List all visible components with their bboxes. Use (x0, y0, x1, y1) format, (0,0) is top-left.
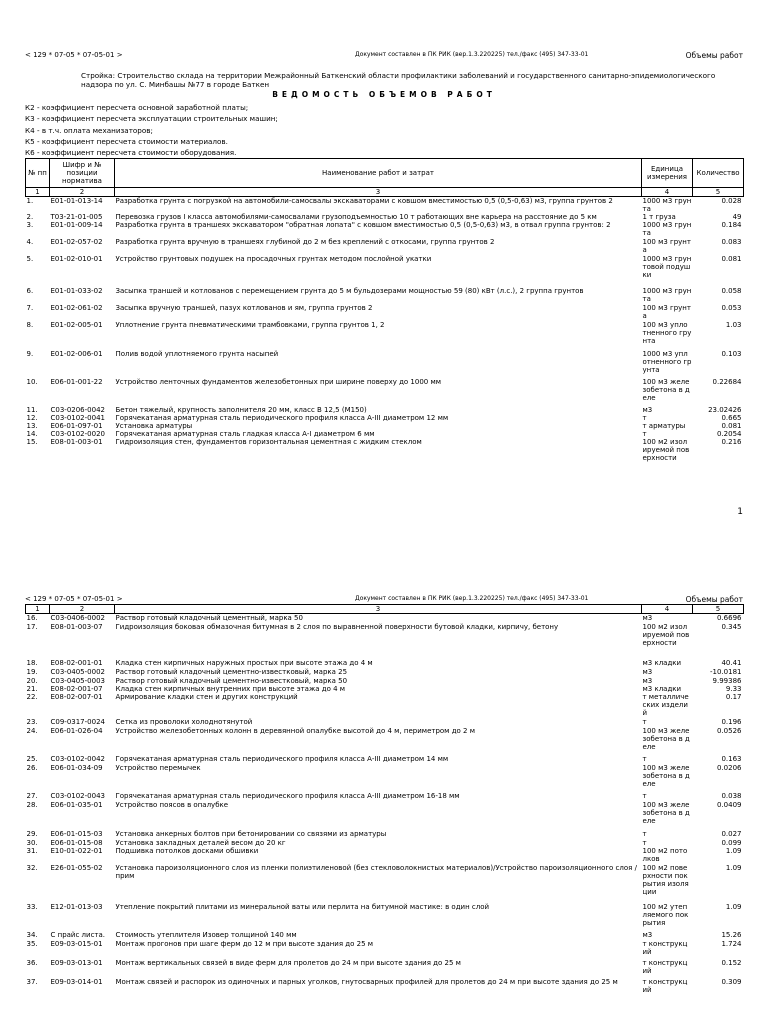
construction-site (81, 71, 721, 89)
row-code: Е06-01-015-03 (50, 829, 103, 838)
row-quantity: 0.028 (721, 197, 742, 206)
row-name: Гидроизоляция боковая обмазочная битумная в 2 слоя по выравненной поверхности бутовой кладки, кирпичу, бетону (115, 622, 559, 631)
row-code: Е09-03-013-01 (50, 958, 103, 967)
row-number: 4. (26, 238, 34, 247)
row-code: С03-0405-0002 (50, 667, 105, 676)
row-unit: 100 м2 потолков (642, 846, 688, 863)
row-name: Сетка из проволоки холоднотянутой (115, 717, 253, 726)
row-code: Е01-02-006-01 (50, 350, 103, 359)
row-number: 18. (26, 658, 38, 667)
row-quantity: 0.0206 (717, 763, 742, 772)
row-code: Е06-01-035-01 (50, 800, 103, 809)
table-row (26, 378, 744, 406)
row-name: Раствор готовый кладочный цементно-известковый, марка 50 (115, 676, 348, 685)
row-code: Е06-01-097-01 (50, 422, 103, 431)
row-quantity: 0.17 (725, 692, 742, 701)
col-number: 3 (115, 188, 642, 197)
row-quantity: 1.03 (725, 321, 742, 330)
row-unit: 1000 м3 грунта (642, 287, 692, 304)
row-number: 29. (26, 829, 38, 838)
row-quantity: 0.081 (721, 422, 742, 431)
works-table (25, 158, 744, 478)
row-name: Горячекатаная арматурная сталь периодического профиля класса А-III диаметром 14 мм (115, 754, 449, 763)
table-row (26, 727, 744, 755)
row-unit: 100 м3 грунта (642, 304, 691, 321)
row-unit: т конструкций (642, 977, 688, 994)
table-row (26, 693, 744, 718)
row-name: Разработка грунта в траншеях экскаватором "обратная лопата" с ковшом вместимостью 0,5 (0,5-0,63) м3, в отвал группа грунтов: 2 (115, 221, 611, 230)
row-code: Т03-21-01-005 (50, 213, 103, 222)
document-page-2 (25, 595, 743, 998)
row-number: 24. (26, 726, 38, 735)
row-code: С03-0206-0042 (50, 406, 105, 415)
coefficient-line: К6 - коэффициент пересчета стоимости оборудования. (25, 148, 237, 158)
col-number: 5 (693, 605, 744, 614)
row-code: Е26-01-055-02 (50, 863, 103, 872)
row-unit: 100 м2 утепляемого покрытия (642, 902, 689, 927)
row-number: 1. (26, 197, 34, 206)
row-number: 5. (26, 255, 34, 264)
table-body (26, 614, 744, 998)
row-quantity: 0.058 (721, 287, 742, 296)
row-quantity: 0.038 (721, 791, 742, 800)
row-number: 14. (26, 430, 38, 439)
row-name: Разработка грунта вручную в траншеях глубиной до 2 м без креплений с откосами, группа грунтов 2 (115, 238, 495, 247)
row-number: 23. (26, 717, 38, 726)
row-unit: 100 м3 железобетона в деле (642, 726, 690, 751)
row-number: 26. (26, 763, 38, 772)
row-unit: т (642, 754, 647, 763)
row-number: 36. (26, 958, 38, 967)
page-number: 1 (737, 507, 743, 517)
row-quantity: 0.099 (721, 838, 742, 847)
table-row (26, 839, 744, 847)
col-number: 1 (26, 188, 50, 197)
row-quantity: 0.184 (721, 221, 742, 230)
row-name: Армирование кладки стен и других конструкций (115, 692, 298, 701)
row-name: Кладка стен кирпичных наружных простых при высоте этажа до 4 м (115, 658, 373, 667)
table-row (26, 959, 744, 978)
row-quantity: 0.152 (721, 958, 742, 967)
col-header-unit: Единица измерения (642, 159, 693, 188)
page-header (25, 51, 743, 63)
col-header-name: Наименование работ и затрат (115, 159, 642, 188)
row-unit: 100 м3 грунта (642, 238, 691, 255)
row-unit: т (642, 430, 647, 439)
table-row (26, 321, 744, 350)
row-number: 22. (26, 692, 38, 701)
table-row (26, 213, 744, 221)
row-code: С03-0406-0002 (50, 614, 105, 622)
row-number: 9. (26, 350, 34, 359)
row-unit: 100 м3 уплотненного грунта (642, 321, 692, 346)
coefficients-list (25, 102, 743, 158)
row-unit: м3 (642, 676, 653, 685)
col-number: 4 (642, 605, 693, 614)
row-unit: 1000 м3 уплотненного грунта (642, 350, 692, 375)
row-code: С03-0405-0003 (50, 676, 105, 685)
row-unit: т (642, 838, 647, 847)
row-number: 32. (26, 863, 38, 872)
table-row (26, 940, 744, 959)
table-row (26, 847, 744, 864)
table-row (26, 430, 744, 438)
table-body (26, 197, 744, 479)
row-code: Е01-01-009-14 (50, 221, 103, 230)
header-software-info: Документ составлен в ПК РИК (вер.1.3.220225) тел./факс (495) 347-33-01 (355, 595, 589, 602)
row-number: 21. (26, 684, 38, 693)
row-unit: м3 (642, 930, 653, 939)
row-quantity: 1.09 (725, 902, 742, 911)
row-quantity: 23.02426 (708, 406, 742, 415)
row-name: Горячекатаная арматурная сталь гладкая класса А-I диаметром 6 мм (115, 430, 375, 439)
row-quantity: 0.345 (721, 622, 742, 631)
row-name: Монтаж прогонов при шаге ферм до 12 м при высоте здания до 25 м (115, 939, 374, 948)
table-row (26, 978, 744, 998)
row-unit: 1000 м3 грунта (642, 197, 692, 214)
row-number: 37. (26, 977, 38, 986)
coefficient-line: К5 - коэффициент пересчета стоимости материалов. (25, 136, 228, 146)
row-name: Перевозка грузов I класса автомобилями-самосвалами грузоподъемностью 10 т работающих вне карьера на расстояние до 5 км (115, 213, 597, 222)
row-name: Установка закладных деталей весом до 20 кг (115, 838, 286, 847)
row-code: С03-0102-0020 (50, 430, 105, 439)
row-code: Е08-01-003-07 (50, 622, 103, 631)
table-row (26, 755, 744, 764)
table-row (26, 304, 744, 321)
table-row (26, 238, 744, 255)
row-quantity: 1.724 (721, 939, 742, 948)
document-title: ВЕДОМОСТЬ ОБЪЕМОВ РАБОТ (272, 90, 496, 99)
row-quantity: 15.26 (721, 930, 742, 939)
document-page-1 (25, 51, 743, 517)
row-name: Горячекатаная арматурная сталь периодического профиля класса А-III диаметром 12 мм (115, 414, 449, 423)
row-number: 8. (26, 321, 34, 330)
row-name: Гидроизоляция стен, фундаментов горизонтальная цементная с жидким стеклом (115, 438, 422, 447)
coefficient-line: К3 - коэффициент пересчета эксплуатации строительных машин; (25, 114, 278, 124)
row-unit: 100 м3 железобетона в деле (642, 763, 690, 788)
row-number: 12. (26, 414, 38, 423)
row-code: Е01-02-061-02 (50, 304, 103, 313)
row-name: Устройство перемычек (115, 763, 201, 772)
header-doc-code: < 129 * 07-05 * 07-05-01 > (25, 595, 123, 603)
row-code: С03-0102-0042 (50, 754, 105, 763)
row-unit: 100 м3 железобетона в деле (642, 800, 690, 825)
row-code: Е08-02-007-01 (50, 692, 103, 701)
row-quantity: 0.053 (721, 304, 742, 313)
row-quantity: 0.103 (721, 350, 742, 359)
row-unit: 100 м2 изолируемой поверхности (642, 622, 690, 647)
page-header (25, 595, 743, 604)
row-code: Е08-01-003-01 (50, 438, 103, 447)
row-quantity: 0.665 (721, 414, 742, 423)
row-number: 25. (26, 754, 38, 763)
row-number: 3. (26, 221, 34, 230)
row-quantity: 0.196 (721, 717, 742, 726)
row-quantity: 0.2054 (717, 430, 742, 439)
row-code: С09-0317-0024 (50, 717, 105, 726)
row-number: 10. (26, 378, 38, 387)
row-code: Е10-01-022-01 (50, 846, 103, 855)
row-quantity: 1.09 (725, 863, 742, 872)
row-unit: м3 (642, 667, 653, 676)
row-unit: 1000 м3 грунта (642, 221, 692, 238)
row-name: Раствор готовый кладочный цементный, марка 50 (115, 614, 303, 622)
row-unit: 100 м2 изолируемой поверхности (642, 438, 690, 463)
row-number: 35. (26, 939, 38, 948)
row-number: 11. (26, 406, 38, 415)
works-table (25, 604, 744, 998)
row-quantity: 9.99386 (712, 676, 742, 685)
row-unit: 100 м3 железобетона в деле (642, 378, 690, 403)
row-name: Подшивка потолков досками обшивки (115, 846, 259, 855)
row-number: 13. (26, 422, 38, 431)
table-row (26, 350, 744, 378)
table-row (26, 255, 744, 287)
row-unit: м3 (642, 614, 653, 622)
row-unit: 100 м2 поверхности покрытия изоляции (642, 863, 689, 896)
header-doc-code: < 129 * 07-05 * 07-05-01 > (25, 51, 123, 59)
row-code: Е08-02-001-01 (50, 658, 103, 667)
row-name: Установка арматуры (115, 422, 193, 431)
row-name: Раствор готовый кладочный цементно-известковый, марка 25 (115, 667, 348, 676)
table-row (26, 677, 744, 685)
row-quantity: 0.0526 (717, 726, 742, 735)
site-label: Стройка: (81, 71, 116, 80)
col-number: 2 (50, 188, 115, 197)
table-row (26, 614, 744, 623)
col-number: 1 (26, 605, 50, 614)
row-number: 2. (26, 213, 34, 222)
row-name: Устройство железобетонных колонн в деревянной опалубке высотой до 4 м, периметром до 2 м (115, 726, 475, 735)
row-code: Е09-03-014-01 (50, 977, 103, 986)
table-row (26, 792, 744, 801)
row-unit: 1000 м3 грунтовой подушки (642, 255, 692, 280)
table-row (26, 931, 744, 940)
row-quantity: 0.6696 (717, 614, 742, 622)
row-quantity: 9.33 (725, 684, 742, 693)
table-row (26, 414, 744, 422)
row-name: Монтаж связей и распорок из одиночных и парных уголков, гнутосварных профилей для пролетов до 24 м при высоте здания до 25 м (115, 977, 618, 986)
row-code: Е06-01-001-22 (50, 378, 103, 387)
row-quantity: 1.09 (725, 846, 742, 855)
table-row (26, 287, 744, 304)
row-name: Установка пароизоляционного слоя из пленки полиэтиленовой (без стекловолокнистых материалов)/Устройство пароизоляционного слоя /прим (115, 863, 637, 880)
row-number: 31. (26, 846, 38, 855)
row-number: 34. (26, 930, 38, 939)
table-row (26, 864, 744, 903)
row-unit: м3 кладки (642, 658, 682, 667)
row-name: Засыпка вручную траншей, пазух котлованов и ям, группа грунтов 2 (115, 304, 373, 313)
row-name: Стоимость утеплителя Изовер толщиной 140 мм (115, 930, 297, 939)
table-row (26, 422, 744, 430)
row-number: 7. (26, 304, 34, 313)
table-row (26, 438, 744, 478)
row-code: С03-0102-0043 (50, 791, 105, 800)
row-name: Разработка грунта с погрузкой на автомобили-самосвалы экскаваторами с ковшом вместимостью 0,5 (0,5-0,63) м3, группа грунтов 2 (115, 197, 613, 206)
coefficient-line: К4 - в т.ч. оплата механизаторов; (25, 125, 153, 135)
table-row (26, 406, 744, 414)
row-code: Е01-01-013-14 (50, 197, 103, 206)
col-header-code: Шифр и № позиции норматива (50, 159, 115, 188)
row-code: Е01-02-005-01 (50, 321, 103, 330)
row-name: Засыпка траншей и котлованов с перемещением грунта до 5 м бульдозерами мощностью 59 (80) кВт (л.с.), 2 группа грунтов (115, 287, 584, 296)
row-name: Устройство поясов в опалубке (115, 800, 229, 809)
row-quantity: 0.22684 (712, 378, 742, 387)
row-quantity: 40.41 (721, 658, 742, 667)
row-number: 20. (26, 676, 38, 685)
row-quantity: 0.216 (721, 438, 742, 447)
row-code: Е01-01-033-02 (50, 287, 103, 296)
table-row (26, 197, 744, 214)
header-software-info: Документ составлен в ПК РИК (вер.1.3.220225) тел./факс (495) 347-33-01 (355, 51, 589, 58)
header-doc-type: Объемы работ (685, 595, 743, 604)
table-row (26, 623, 744, 659)
col-number: 3 (115, 605, 642, 614)
col-header-quantity: Количество (693, 159, 744, 188)
row-unit: 1 т груза (642, 213, 676, 222)
row-name: Устройство грунтовых подушек на просадочных грунтах методом послойной укатки (115, 255, 432, 264)
row-quantity: 0.081 (721, 255, 742, 264)
table-row (26, 903, 744, 931)
table-row (26, 764, 744, 792)
coefficient-line: К2 - коэффициент пересчета основной заработной платы; (25, 103, 249, 112)
row-number: 16. (26, 614, 38, 622)
row-quantity: 0.309 (721, 977, 742, 986)
header-doc-type: Объемы работ (685, 51, 743, 60)
row-code: Е08-02-001-07 (50, 684, 103, 693)
row-code: Е06-01-034-09 (50, 763, 103, 772)
table-row (26, 685, 744, 693)
row-name: Кладка стен кирпичных внутренних при высоте этажа до 4 м (115, 684, 346, 693)
col-number: 5 (693, 188, 744, 197)
row-unit: т конструкций (642, 958, 688, 975)
row-unit: т арматуры (642, 422, 686, 431)
col-header-number: № пп (26, 159, 50, 188)
row-unit: т (642, 829, 647, 838)
row-number: 15. (26, 438, 38, 447)
row-quantity: 0.027 (721, 829, 742, 838)
col-number: 2 (50, 605, 115, 614)
row-quantity: 0.0409 (717, 800, 742, 809)
table-row (26, 221, 744, 238)
row-name: Бетон тяжелый, крупность заполнителя 20 мм, класс В 12,5 (М150) (115, 406, 367, 415)
row-code: Е01-02-010-01 (50, 255, 103, 264)
row-number: 17. (26, 622, 38, 631)
table-row (26, 718, 744, 727)
row-number: 28. (26, 800, 38, 809)
col-number: 4 (642, 188, 693, 197)
row-name: Уплотнение грунта пневматическими трамбовками, группа грунтов 1, 2 (115, 321, 385, 330)
table-row (26, 801, 744, 830)
row-name: Горячекатаная арматурная сталь периодического профиля класса А-III диаметром 16-18 мм (115, 791, 460, 800)
row-number: 33. (26, 902, 38, 911)
table-row (26, 830, 744, 839)
row-number: 30. (26, 838, 38, 847)
row-unit: т (642, 717, 647, 726)
row-name: Утепление покрытий плитами из минеральной ваты или перлита на битумной мастике: в один слой (115, 902, 490, 911)
row-number: 19. (26, 667, 38, 676)
row-unit: т конструкций (642, 939, 688, 956)
row-code: С03-0102-0041 (50, 414, 105, 423)
row-quantity: -10.0181 (710, 667, 742, 676)
row-code: Е01-02-057-02 (50, 238, 103, 247)
row-code: Е06-01-015-08 (50, 838, 103, 847)
row-unit: м3 (642, 406, 653, 415)
row-code: Е06-01-026-04 (50, 726, 103, 735)
table-row (26, 659, 744, 668)
table-row (26, 668, 744, 677)
row-unit: т металлических изделий (642, 692, 689, 717)
row-code: Е09-03-015-01 (50, 939, 103, 948)
row-code: Е12-01-013-03 (50, 902, 103, 911)
row-number: 6. (26, 287, 34, 296)
row-code: С прайс листа. (50, 930, 106, 939)
row-unit: т (642, 791, 647, 800)
row-quantity: 49 (732, 213, 742, 222)
row-name: Устройство ленточных фундаментов железобетонных при ширине поверху до 1000 мм (115, 378, 442, 387)
site-text: Строительство склада на территории Межрайонный Баткенский области профилактики заболеваний и государственного санитарно-эпидемиологического надзора по ул. С. Минбашы №77 в городе Баткен (81, 71, 716, 89)
row-name: Установка анкерных болтов при бетонировании со связями из арматуры (115, 829, 387, 838)
row-number: 27. (26, 791, 38, 800)
row-name: Монтаж вертикальных связей в виде ферм для пролетов до 24 м при высоте здания до 25 м (115, 958, 461, 967)
row-unit: т (642, 414, 647, 423)
row-name: Полив водой уплотняемого грунта насыпей (115, 350, 279, 359)
row-unit: м3 кладки (642, 684, 682, 693)
row-quantity: 0.083 (721, 238, 742, 247)
row-quantity: 0.163 (721, 754, 742, 763)
